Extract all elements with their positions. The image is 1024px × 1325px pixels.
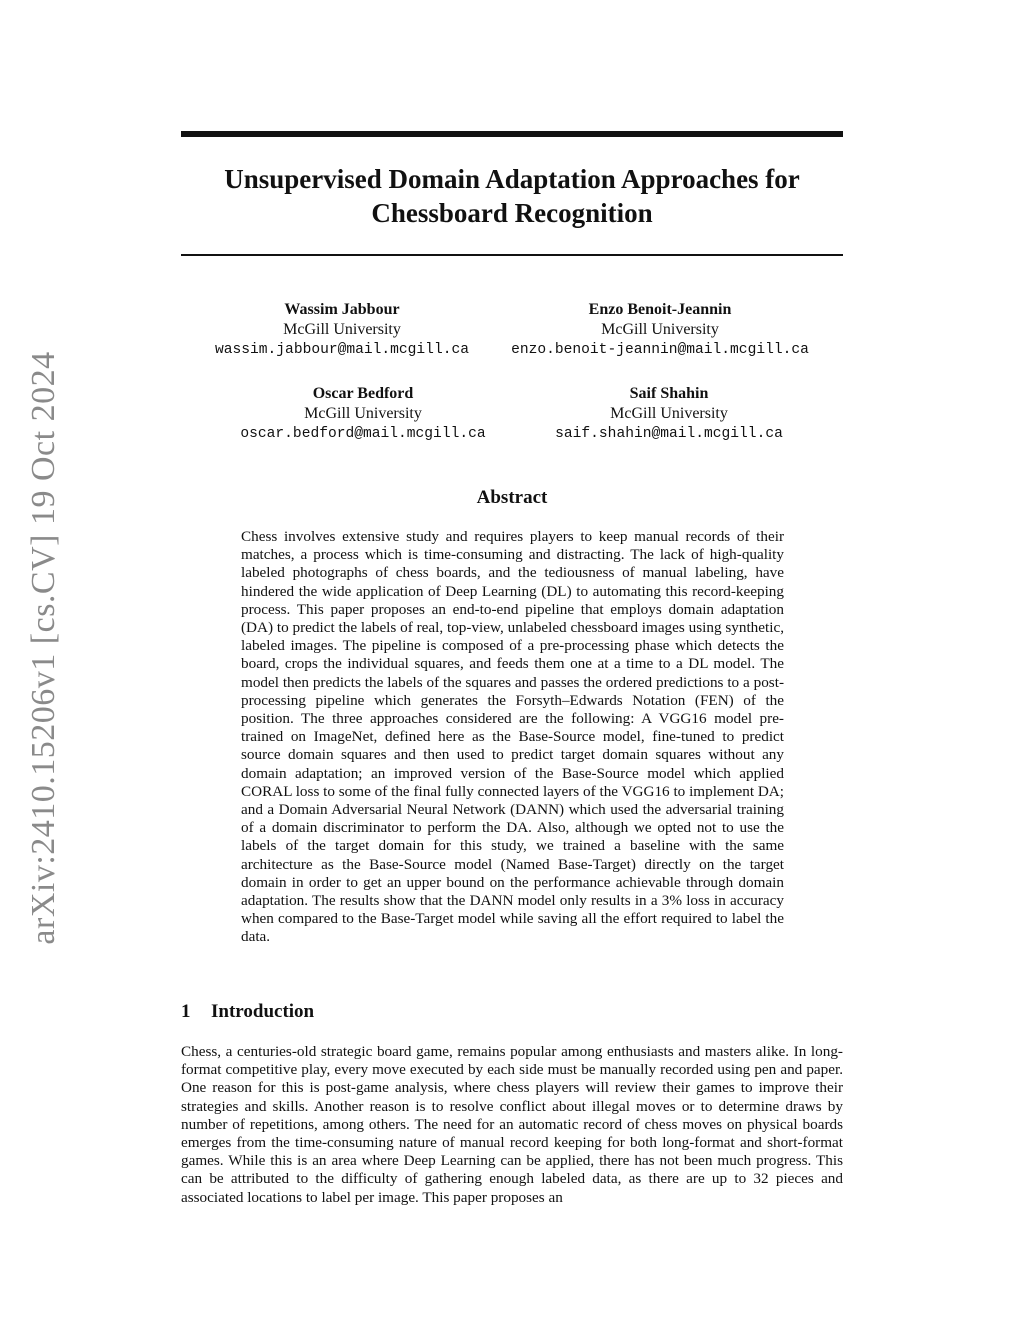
author-affiliation: McGill University [304, 405, 422, 422]
author-name: Oscar Bedford [312, 385, 414, 402]
abstract-heading: Abstract [476, 487, 548, 508]
author-block [490, 300, 830, 361]
section-number: 1 [181, 1001, 191, 1022]
abstract-text: Chess involves extensive study and requires players to keep manual records of their matches, a process which is time-consuming and distracting. The lack of high-quality labeled photographs of chess boards, and the tediousness of manual labeling, have hindered the wide application of Deep Learning (DL) to automating this record-keeping process. This paper proposes an end-to-end pipeline that employs domain adaptation (DA) to predict the labels of real, top-view, unlabeled chessboard images using synthetic, labeled images. The pipeline is composed of a pre-processing phase which detects the board, crops the individual squares, and feeds them one at a time to a DL model. The model then predicts the labels of the squares and passes the ordered predictions to a post-processing pipeline which generates the Forsyth–Edwards Notation (FEN) of the position. The three approaches considered are the following: A VGG16 model pre-trained on ImageNet, defined here as the Base-Source model, fine-tuned to predict source domain squares and then used to predict target domain squares without any domain adaptation; an improved version of the Base-Source model which applied CORAL loss to some of the final fully connected layers of the VGG16 to implement DA; and a Domain Adversarial Neural Network (DANN) which used the adversarial training of a domain discriminator to perform the DA. Also, although we opted not to use the labels of the target domain for this study, we trained a baseline with the same architecture as the Base-Source model (Named Base-Target) directly on the target domain in order to get an upper bound on the performance achievable through domain adaptation. The results show that the DANN model only results in a 3% loss in accuracy when compared to the Base-Target model while saving all the effort required to label the data. [241, 528, 784, 946]
author-name: Wassim Jabbour [284, 301, 400, 318]
author-name: Saif Shahin [629, 385, 709, 402]
title-bottom-rule [181, 254, 843, 256]
author-block [172, 300, 512, 361]
paper-title-line-1: Unsupervised Domain Adaptation Approaches for [224, 164, 800, 194]
introduction-text: Chess, a centuries-old strategic board game, remains popular among enthusiasts and masters alike. In long-format competitive play, every move executed by each side must be manually recorded using pen and paper. One reason for this is post-game analysis, where chess players will review their games to improve their strategies and skills. Another reason is to resolve conflict about illegal moves or to determine draws by number of repetitions, among others. The need for an automatic record of chess moves on physical boards emerges from the time-consuming nature of manual record keeping for both long-format and short-format games. While this is an area where Deep Learning can be applied, there has not been much progress. This can be attributed to the difficulty of gathering enough labeled data, as there are up to 32 pieces and associated locations to label per image. This paper proposes an [181, 1043, 843, 1206]
section-heading-introduction [181, 1000, 314, 1024]
author-affiliation: McGill University [601, 321, 719, 338]
arxiv-identifier-stamp: arXiv:2410.15206v1 [cs.CV] 19 Oct 2024 [25, 351, 62, 945]
author-email[interactable]: wassim.jabbour@mail.mcgill.ca [215, 342, 469, 358]
author-affiliation: McGill University [610, 405, 728, 422]
title-top-rule [181, 131, 843, 137]
author-affiliation: McGill University [283, 321, 401, 338]
author-email[interactable]: oscar.bedford@mail.mcgill.ca [240, 426, 486, 442]
paper-title-line-2: Chessboard Recognition [371, 198, 653, 228]
author-email[interactable]: enzo.benoit-jeannin@mail.mcgill.ca [511, 342, 809, 358]
author-block [499, 384, 839, 445]
section-title: Introduction [211, 1001, 315, 1022]
paper-title [181, 162, 843, 230]
author-name: Enzo Benoit-Jeannin [588, 301, 732, 318]
author-block [193, 384, 533, 445]
author-email[interactable]: saif.shahin@mail.mcgill.ca [555, 426, 783, 442]
